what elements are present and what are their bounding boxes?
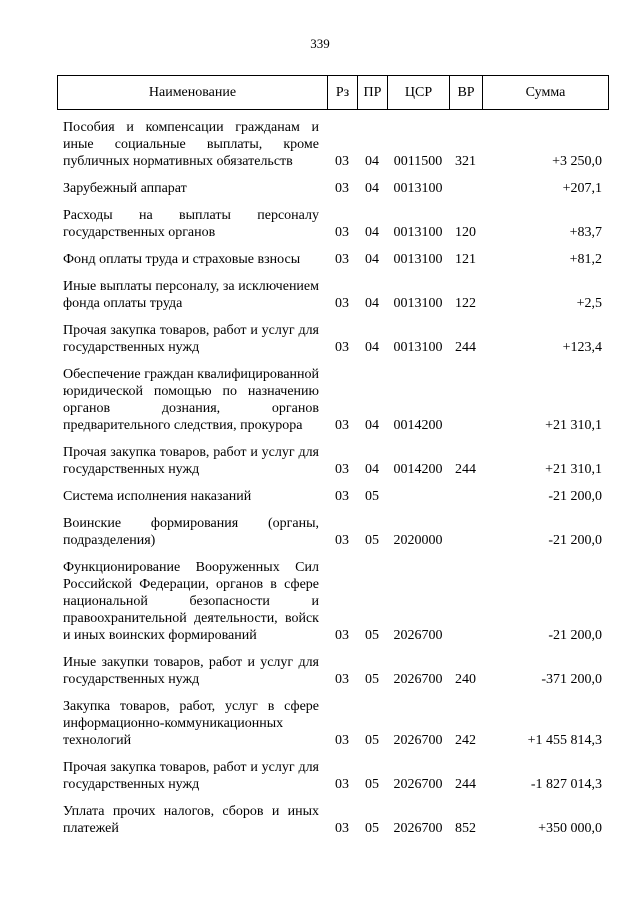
table-row [57, 322, 608, 366]
row-vr: 120 [455, 225, 476, 240]
row-csr: 2026700 [393, 628, 443, 643]
row-pr: 04 [365, 462, 379, 477]
row-rz: 03 [335, 777, 349, 792]
row-csr: 0011500 [393, 154, 443, 169]
row-csr: 2026700 [393, 821, 443, 836]
row-sum: +123,4 [562, 340, 602, 355]
row-sum: -371 200,0 [541, 672, 602, 687]
row-vr: 244 [455, 462, 476, 477]
row-vr: 122 [455, 296, 476, 311]
row-rz: 03 [335, 733, 349, 748]
row-name: Зарубежный аппарат [63, 181, 187, 196]
table-header [57, 75, 609, 110]
row-vr: 244 [455, 777, 476, 792]
row-sum: -21 200,0 [548, 489, 602, 504]
row-vr: 121 [455, 252, 476, 267]
row-name: Прочая закупка товаров, работ и услуг для государственных нужд [63, 760, 319, 792]
table-row [57, 366, 608, 444]
header-rz: Рз [328, 76, 358, 110]
row-sum: +3 250,0 [552, 154, 602, 169]
row-vr: 242 [455, 733, 476, 748]
row-rz: 03 [335, 533, 349, 548]
table-row [57, 180, 608, 207]
row-sum: +1 455 814,3 [527, 733, 602, 748]
row-name: Уплата прочих налогов, сборов и иных платежей [63, 804, 319, 836]
row-csr: 0013100 [393, 252, 443, 267]
row-rz: 03 [335, 418, 349, 433]
row-pr: 04 [365, 252, 379, 267]
row-pr: 05 [365, 533, 379, 548]
row-name: Иные закупки товаров, работ и услуг для государственных нужд [63, 655, 319, 687]
row-rz: 03 [335, 672, 349, 687]
row-csr: 2026700 [393, 777, 443, 792]
row-pr: 05 [365, 672, 379, 687]
row-name: Функционирование Вооруженных Сил Российской Федерации, органов в сфере национальной безопасности и правоохранительной деятельности, войск и иных воинских формирований [63, 560, 319, 643]
row-sum: +350 000,0 [538, 821, 602, 836]
row-rz: 03 [335, 489, 349, 504]
header-vr: ВР [450, 76, 483, 110]
row-csr: 0014200 [393, 462, 443, 477]
row-vr: 321 [455, 154, 476, 169]
row-sum: -21 200,0 [548, 533, 602, 548]
row-rz: 03 [335, 821, 349, 836]
row-name: Расходы на выплаты персоналу государственных органов [63, 208, 319, 240]
row-pr: 05 [365, 489, 379, 504]
row-rz: 03 [335, 181, 349, 196]
row-csr: 2026700 [393, 733, 443, 748]
row-vr [449, 559, 482, 654]
header-pr: ПР [358, 76, 388, 110]
table-row [57, 698, 608, 759]
row-pr: 04 [365, 154, 379, 169]
row-sum: +21 310,1 [545, 418, 602, 433]
row-sum: -1 827 014,3 [530, 777, 602, 792]
row-name: Фонд оплаты труда и страховые взносы [63, 252, 301, 267]
row-csr: 0013100 [393, 225, 443, 240]
row-csr: 0014200 [393, 418, 443, 433]
header-csr: ЦСР [388, 76, 450, 110]
row-rz: 03 [335, 252, 349, 267]
row-csr: 2020000 [393, 533, 443, 548]
header-name: Наименование [58, 76, 328, 110]
row-pr: 05 [365, 733, 379, 748]
table-row [57, 119, 608, 180]
row-pr: 05 [365, 777, 379, 792]
row-name: Прочая закупка товаров, работ и услуг для государственных нужд [63, 323, 319, 355]
table-row [57, 278, 608, 322]
row-vr [449, 488, 482, 515]
row-name: Обеспечение граждан квалифицированной юридической помощью по назначению органов дознания, органов предварительного следствия, прокурора [63, 367, 319, 433]
row-sum: +2,5 [576, 296, 602, 311]
page-number: 339 [310, 36, 330, 51]
row-sum: +207,1 [562, 181, 602, 196]
row-pr: 04 [365, 225, 379, 240]
row-vr: 240 [455, 672, 476, 687]
row-name: Закупка товаров, работ, услуг в сфере информационно-коммуникационных технологий [63, 699, 319, 748]
table-row [57, 515, 608, 559]
row-rz: 03 [335, 296, 349, 311]
header-sum: Сумма [483, 76, 609, 110]
row-csr: 2026700 [393, 672, 443, 687]
row-vr [449, 180, 482, 207]
row-sum: +21 310,1 [545, 462, 602, 477]
table-row [57, 803, 608, 847]
table-row [57, 759, 608, 803]
row-csr: 0013100 [393, 296, 443, 311]
row-name: Пособия и компенсации гражданам и иные социальные выплаты, кроме публичных нормативных обязательств [63, 120, 319, 169]
row-pr: 04 [365, 181, 379, 196]
row-name: Воинские формирования (органы, подразделения) [63, 516, 319, 548]
row-pr: 05 [365, 821, 379, 836]
table-row [57, 251, 608, 278]
header-row [58, 76, 609, 110]
row-name: Прочая закупка товаров, работ и услуг для государственных нужд [63, 445, 319, 477]
row-sum: +83,7 [569, 225, 602, 240]
row-pr: 04 [365, 340, 379, 355]
table-row [57, 559, 608, 654]
row-vr [449, 515, 482, 559]
row-pr: 04 [365, 296, 379, 311]
row-name: Иные выплаты персоналу, за исключением фонда оплаты труда [63, 279, 319, 311]
row-csr [387, 488, 449, 515]
row-csr: 0013100 [393, 181, 443, 196]
table-row [57, 444, 608, 488]
budget-table [57, 119, 608, 847]
row-csr: 0013100 [393, 340, 443, 355]
row-rz: 03 [335, 225, 349, 240]
row-vr: 244 [455, 340, 476, 355]
row-rz: 03 [335, 462, 349, 477]
row-vr: 852 [455, 821, 476, 836]
row-rz: 03 [335, 154, 349, 169]
table-row [57, 654, 608, 698]
row-rz: 03 [335, 628, 349, 643]
table-row [57, 207, 608, 251]
row-vr [449, 366, 482, 444]
row-rz: 03 [335, 340, 349, 355]
row-pr: 04 [365, 418, 379, 433]
row-sum: -21 200,0 [548, 628, 602, 643]
row-sum: +81,2 [569, 252, 602, 267]
table-row [57, 488, 608, 515]
row-name: Система исполнения наказаний [63, 489, 252, 504]
row-pr: 05 [365, 628, 379, 643]
